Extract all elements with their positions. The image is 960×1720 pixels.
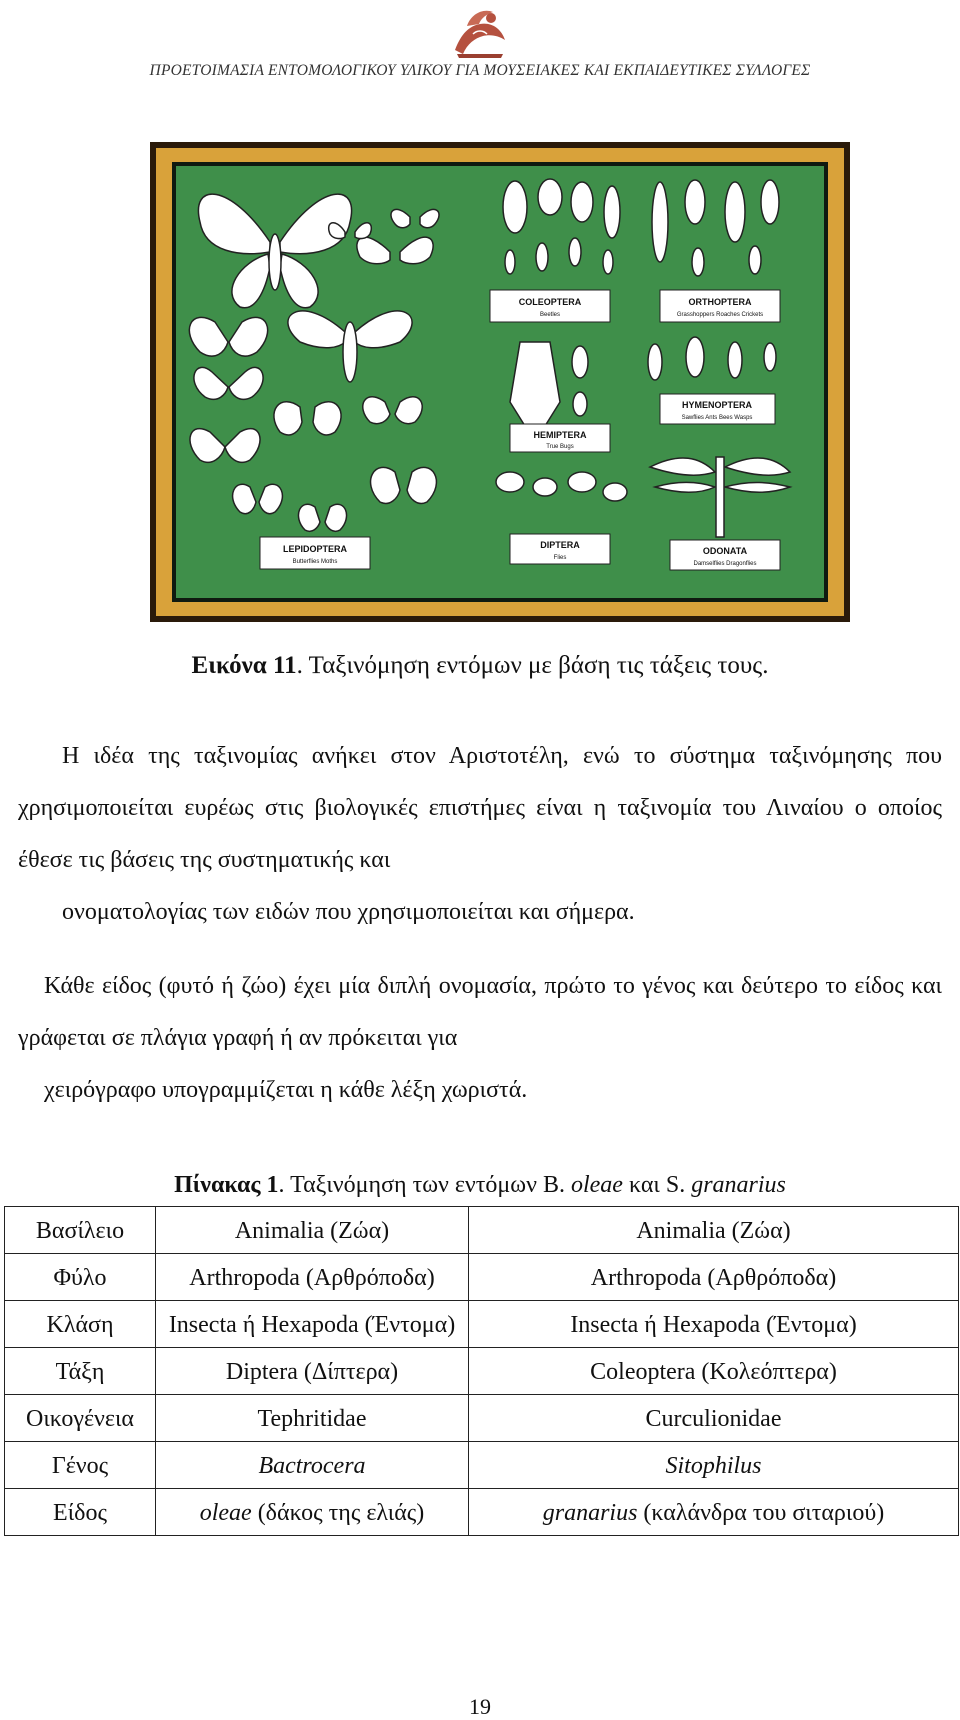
species-b-epithet: granarius xyxy=(542,1500,638,1526)
rank-cell: Γένος xyxy=(5,1442,156,1489)
running-header: ΠΡΟΕΤΟΙΜΑΣΙΑ ΕΝΤΟΜΟΛΟΓΙΚΟΥ ΥΛΙΚΟΥ ΓΙΑ ΜΟΥΣΕΙΑΚΕΣ ΚΑΙ ΕΚΠΑΙΔΕΥΤΙΚΕΣ ΣΥΛΛΟΓΕΣ xyxy=(149,62,811,79)
odonata-sub-text: Damselflies Dragonflies xyxy=(693,561,757,567)
species-b-cell: Arthropoda (Αρθρόποδα) xyxy=(469,1254,959,1301)
hymenoptera-sub-text: Sawflies Ants Bees Wasps xyxy=(681,415,753,421)
table-row xyxy=(5,1301,959,1348)
odonata-label-text: ODONATA xyxy=(702,546,748,556)
insect-collection-figure xyxy=(150,142,850,622)
figure-caption xyxy=(0,652,960,680)
table-row xyxy=(5,1395,959,1442)
rank-cell: Είδος xyxy=(5,1489,156,1536)
table-row xyxy=(5,1254,959,1301)
species-b-cell: Sitophilus xyxy=(469,1442,959,1489)
page-number: 19 xyxy=(469,1694,491,1719)
species-a-epithet: oleae xyxy=(199,1500,252,1526)
paragraph-1-last-line: ονοματολογίας των ειδών που χρησιμοποιείται και σήμερα. xyxy=(62,899,635,925)
orthoptera-label-text: ORTHOPTERA xyxy=(688,297,752,307)
species-b-cell: Animalia (Ζώα) xyxy=(469,1207,959,1254)
species-a-cell: Arthropoda (Αρθρόποδα) xyxy=(156,1254,469,1301)
diptera-sub-text: Flies xyxy=(553,555,567,561)
hemiptera-label-text: HEMIPTERA xyxy=(533,430,587,440)
rank-cell: Φύλο xyxy=(5,1254,156,1301)
rank-cell: Βασίλειο xyxy=(5,1207,156,1254)
coleoptera-sub-text: Beetles xyxy=(539,312,561,318)
paragraph-1-text: Η ιδέα της ταξινομίας ανήκει στον Αριστοτέλη, ενώ το σύστημα ταξινόμησης που χρησιμοποιείται ευρέως στις βιολογικές επιστήμες είναι η ταξινομία του Λιναίου ο οποίος έθεσε τις βάσεις της συστηματικής και xyxy=(18,743,942,873)
species-a-cell: Tephritidae xyxy=(156,1395,469,1442)
paragraph-2-last-line: χειρόγραφο υπογραμμίζεται η κάθε λέξη χωριστά. xyxy=(44,1077,528,1103)
table-row xyxy=(5,1348,959,1395)
species-a-cell: Bactrocera xyxy=(156,1442,469,1489)
publisher-logo-icon xyxy=(447,4,513,62)
table-title-mid: και S. xyxy=(622,1172,692,1198)
lepidoptera-label-text: LEPIDOPTERA xyxy=(282,544,348,554)
species-a-cell: Insecta ή Hexapoda (Έντομα) xyxy=(156,1301,469,1348)
species-a-cell: Diptera (Δίπτερα) xyxy=(156,1348,469,1395)
diptera-label-text: DIPTERA xyxy=(540,540,580,550)
table-row xyxy=(5,1489,959,1536)
rank-cell: Τάξη xyxy=(5,1348,156,1395)
rank-cell: Κλάση xyxy=(5,1301,156,1348)
species-b-cell: Coleoptera (Κολεόπτερα) xyxy=(469,1348,959,1395)
table-row xyxy=(5,1442,959,1489)
caption-prefix: Εικόνα 11 xyxy=(191,652,297,679)
table-title xyxy=(0,1172,960,1199)
table-row xyxy=(5,1207,959,1254)
table-title-species-1: oleae xyxy=(570,1172,623,1198)
lepidoptera-sub-text: Butterflies Moths xyxy=(292,559,338,565)
rank-cell: Οικογένεια xyxy=(5,1395,156,1442)
table-title-prefix: Πίνακας 1 xyxy=(174,1172,279,1198)
species-a-cell xyxy=(156,1489,469,1536)
species-a-cell: Animalia (Ζώα) xyxy=(156,1207,469,1254)
caption-text: . Ταξινόμηση εντόμων με βάση τις τάξεις τους. xyxy=(296,652,769,679)
species-a-common: (δάκος της ελιάς) xyxy=(251,1500,425,1526)
table-title-species-2: granarius xyxy=(691,1172,786,1198)
orthoptera-sub-text: Grasshoppers Roaches Crickets xyxy=(676,312,764,318)
species-b-cell: Curculionidae xyxy=(469,1395,959,1442)
paragraph-binomial-naming xyxy=(18,960,942,1116)
table-title-text: . Ταξινόμηση των εντόμων B. xyxy=(278,1172,571,1198)
species-b-cell: Insecta ή Hexapoda (Έντομα) xyxy=(469,1301,959,1348)
species-b-cell xyxy=(469,1489,959,1536)
hemiptera-sub-text: True Bugs xyxy=(546,444,574,450)
coleoptera-label-text: COLEOPTERA xyxy=(518,297,582,307)
paragraph-taxonomy-history xyxy=(18,730,942,938)
species-b-common: (καλάνδρα του σιταριού) xyxy=(637,1500,885,1526)
taxonomy-table xyxy=(4,1206,959,1536)
hymenoptera-label-text: HYMENOPTERA xyxy=(681,400,753,410)
paragraph-2-text: Κάθε είδος (φυτό ή ζώο) έχει μία διπλή ονομασία, πρώτο το γένος και δεύτερο το είδος και γράφεται σε πλάγια γραφή ή αν πρόκειται για xyxy=(18,973,942,1051)
